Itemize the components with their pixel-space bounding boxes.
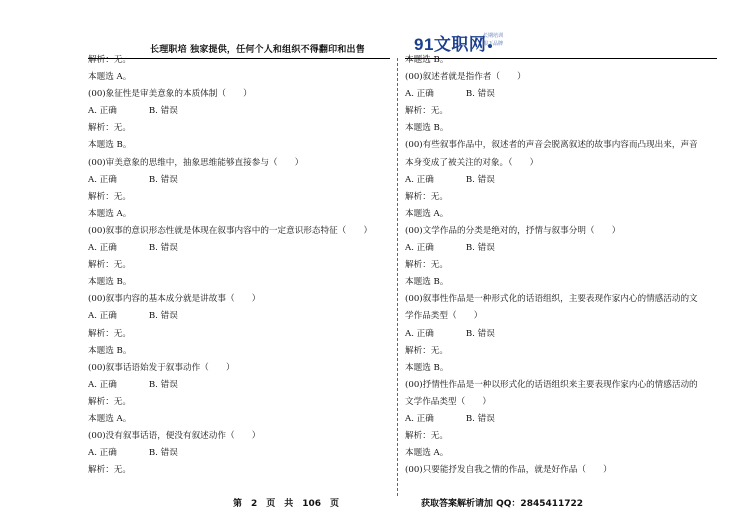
page-number: 第 2 页 共 106 页: [233, 499, 340, 509]
text-line: 解析：无。: [405, 191, 448, 202]
text-line: 本题选 A。: [88, 208, 132, 219]
text-line: 本题选 A。: [88, 72, 132, 83]
text-line: 本题选 B。: [405, 55, 449, 65]
option-a: A. 正确: [88, 311, 117, 322]
right-column: [405, 52, 720, 479]
text-line: 本题选 B。: [405, 123, 449, 134]
answer-options: [405, 240, 720, 257]
answer-options: [88, 445, 388, 462]
text-line: 解析：无。: [88, 260, 131, 271]
text-line: (00)叙事的意识形态性就是体现在叙事内容中的一定意识形态特征（ ）: [88, 225, 373, 236]
option-b: B. 错误: [465, 243, 495, 254]
header-notice: 长理职培 独家提供，任何个人和组织不得翻印和出售: [150, 45, 365, 55]
option-a: A. 正确: [405, 413, 434, 424]
answer-options: [88, 103, 388, 120]
logo-subtitle: [483, 32, 513, 48]
answer-options: [88, 240, 388, 257]
option-b: B. 错误: [148, 243, 178, 254]
option-a: A. 正确: [405, 328, 434, 339]
column-divider: [397, 58, 398, 496]
option-b: B. 错误: [465, 413, 495, 424]
option-a: A. 正确: [88, 448, 117, 459]
answer-options: [405, 326, 720, 343]
logo-text: 91文职网: [414, 35, 487, 54]
logo-subtitle-line: 长期培训: [483, 33, 504, 39]
text-line: (00)叙事内容的基本成分就是讲故事（ ）: [88, 294, 261, 305]
text-line: 解析：无。: [405, 431, 448, 442]
option-b: B. 错误: [465, 89, 495, 100]
option-a: A. 正确: [88, 106, 117, 117]
option-a: A. 正确: [88, 243, 117, 254]
text-line: 本题选 B。: [88, 140, 132, 151]
option-b: B. 错误: [148, 448, 178, 459]
text-line: 本身变成了被关注的对象。（ ）: [405, 157, 539, 168]
text-line: 解析：无。: [405, 106, 448, 117]
text-line: (00)叙事性作品是一种形式化的话语组织，主要表现作家内心的情感活动的文: [405, 294, 698, 305]
text-line: 本题选 B。: [405, 277, 449, 288]
answer-options: [405, 86, 720, 103]
text-line: (00)叙事话语始发于叙事动作（ ）: [88, 362, 235, 373]
text-line: 解析：无。: [88, 191, 131, 202]
text-line: 解析：无。: [88, 123, 131, 134]
answer-options: [88, 377, 388, 394]
contact-info: 获取答案解析请加 QQ：2845411722: [421, 499, 584, 509]
text-line: 本题选 B。: [88, 345, 132, 356]
text-line: (00)抒情性作品是一种以形式化的话语组织来主要表现作家内心的情感活动的: [405, 379, 698, 390]
answer-options: [405, 411, 720, 428]
answer-options: [88, 308, 388, 325]
option-b: B. 错误: [148, 106, 178, 117]
text-line: 解析：无。: [405, 260, 448, 271]
text-line: (00)没有叙事话语，便没有叙述动作（ ）: [88, 431, 261, 442]
text-line: 本题选 B。: [88, 277, 132, 288]
text-line: 本题选 A。: [405, 208, 449, 219]
option-b: B. 错误: [148, 174, 178, 185]
option-a: A. 正确: [405, 174, 434, 185]
option-b: B. 错误: [148, 379, 178, 390]
text-line: 解析：无。: [88, 328, 131, 339]
text-line: 文学作品类型（ ）: [405, 396, 491, 407]
option-b: B. 错误: [465, 174, 495, 185]
text-line: (00)文学作品的分类是绝对的，抒情与叙事分明（ ）: [405, 225, 621, 236]
option-a: A. 正确: [405, 89, 434, 100]
left-column: [88, 52, 388, 479]
option-b: B. 错误: [465, 328, 495, 339]
answer-options: [88, 172, 388, 189]
logo-subtitle-line: 跟下品牌: [483, 41, 504, 47]
text-line: 本题选 B。: [405, 362, 449, 373]
option-b: B. 错误: [148, 311, 178, 322]
text-line: 本题选 A。: [88, 413, 132, 424]
option-a: A. 正确: [88, 174, 117, 185]
text-line: 解析：无。: [88, 55, 131, 65]
text-line: 解析：无。: [88, 396, 131, 407]
option-a: A. 正确: [405, 243, 434, 254]
text-line: (00)象征性是审美意象的本质体制（ ）: [88, 89, 252, 100]
text-line: 解析：无。: [405, 345, 448, 356]
answer-options: [405, 172, 720, 189]
text-line: 学作品类型（ ）: [405, 311, 483, 322]
text-line: (00)有些叙事作品中，叙述者的声音会脱离叙述的故事内容而凸现出来，声音: [405, 140, 698, 151]
text-line: (00)审美意象的思维中，抽象思维能够直接参与（ ）: [88, 157, 304, 168]
text-line: (00)只要能抒发自我之情的作品，就是好作品（ ）: [405, 465, 612, 476]
text-line: (00)叙述者就是指作者（ ）: [405, 72, 526, 83]
text-line: 本题选 A。: [405, 448, 449, 459]
option-a: A. 正确: [88, 379, 117, 390]
text-line: 解析：无。: [88, 465, 131, 476]
